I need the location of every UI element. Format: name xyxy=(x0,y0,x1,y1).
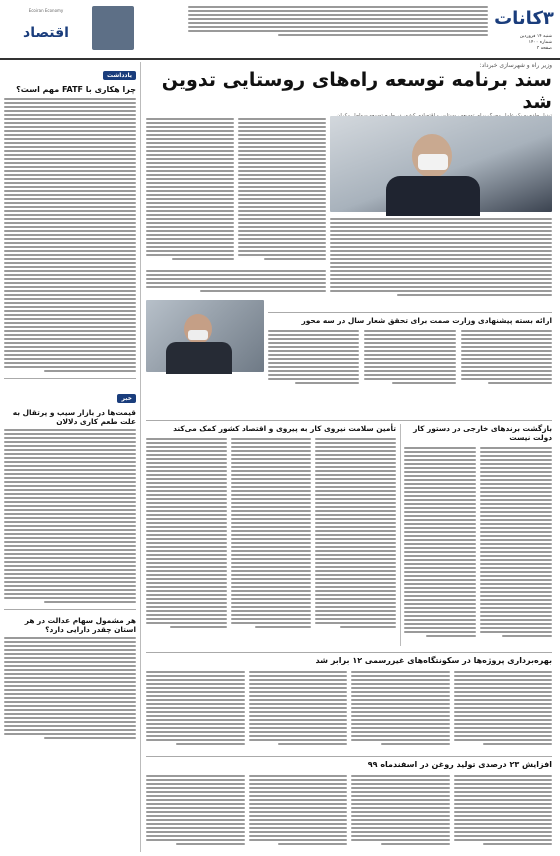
left-mid-title: قیمت‌ها در بازار سیب و پرتقال به علت طعم کاری دلالان xyxy=(12,408,136,426)
article-5-title: افزایش ۲۳ درصدی تولید روغن در اسفندماه ۹۹ xyxy=(367,760,552,769)
article-2 xyxy=(404,424,552,646)
teaser-photo xyxy=(92,6,134,50)
main-headline-block xyxy=(146,62,552,114)
section-brand: اقتصاد xyxy=(23,25,69,41)
left-article-body xyxy=(4,98,136,372)
section-label: یادداشت xyxy=(103,71,136,80)
left-column xyxy=(4,62,136,852)
main-headline: سند برنامه توسعه راه‌های روستایی تدوین شد xyxy=(161,69,552,113)
issue-line: صفحه ۳ xyxy=(536,46,552,51)
issue-line: شماره ۱۴۰۰ xyxy=(528,40,552,45)
article-4 xyxy=(146,656,552,752)
masthead xyxy=(0,0,560,60)
a1-side-text xyxy=(146,268,326,298)
article-2-title: بازگشت برندهای خارجی در دستور کار دولت نیست xyxy=(413,424,552,442)
header-teaser xyxy=(188,4,488,52)
issue-line: شنبه ۱۴ فروردین xyxy=(519,34,552,39)
main-photo xyxy=(330,116,552,212)
mid-section-label: خبر xyxy=(117,394,136,403)
main-article-below-photo xyxy=(330,216,552,306)
left-bottom-body xyxy=(4,637,136,739)
left-mid-body xyxy=(4,429,136,603)
main-article-col-2 xyxy=(238,116,326,266)
article-photo-2 xyxy=(146,300,264,372)
left-bottom-title: هر مشمول سهام عدالت در هر استان چقدر دارایی دارد؟ xyxy=(24,616,136,634)
article-4-title: بهره‌برداری پروژه‌ها در سکونتگاه‌های غیررسمی ۱۲ برابر شد xyxy=(315,656,552,665)
article-3-title: تأمین سلامت نیروی کار به پیروی و اقتصاد کشور کمک می‌کند xyxy=(173,424,396,433)
left-article-title: چرا هکاری با FATF مهم است؟ xyxy=(16,85,136,94)
article-5 xyxy=(146,760,552,852)
article-3 xyxy=(146,424,396,646)
section-logo xyxy=(6,8,86,44)
article-1 xyxy=(268,316,552,412)
issue-info xyxy=(494,34,552,52)
main-article-col-1 xyxy=(146,116,234,266)
section-tag: Ecoiran Economy xyxy=(28,8,64,13)
article-1-title: ارائه بسته پیشنهادی وزارت صمت برای تحقق شعار سال در سه محور xyxy=(301,316,552,325)
main-kicker: وزیر راه و شهرسازی خبرداد: xyxy=(479,62,552,69)
newspaper-logo: ۳کانات xyxy=(494,8,554,29)
